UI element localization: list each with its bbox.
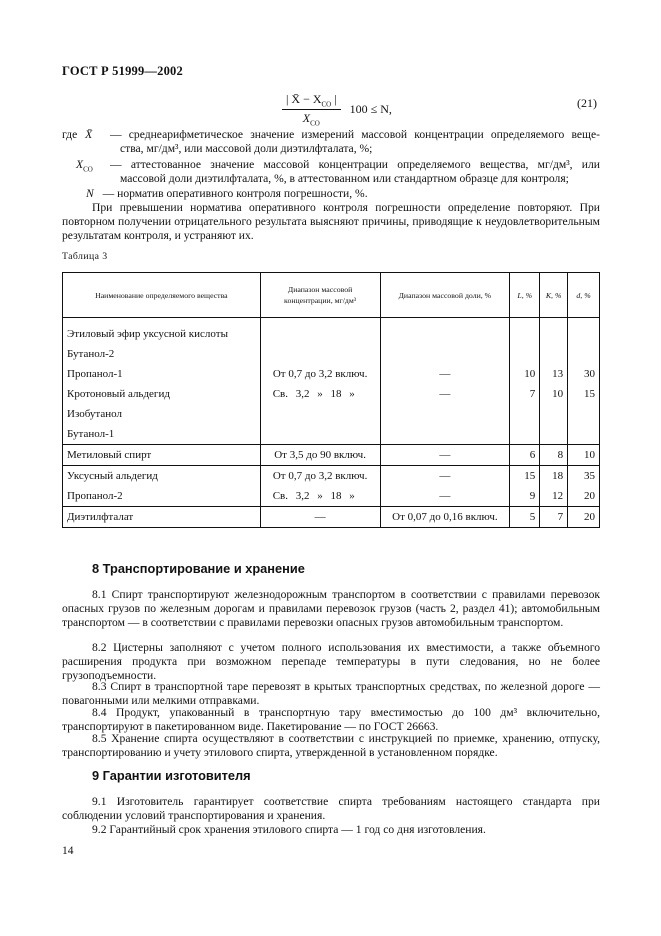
def-xbar-cont: ства, мг/дм³, или массовой доли диэтилфталата, %; [120,142,373,155]
document-header: ГОСТ Р 51999—2002 [62,64,183,78]
header-d: d, % [568,273,600,318]
table-row [63,466,600,487]
paragraph-control: При превышении норматива оперативного контроля погрешности определение повторяют. При повторном получении отрицательного результата выясняют причины, приводящие к неудовлетворительным результатам контроля, и устраняют их. [62,201,600,243]
substance-name: Кротоновый альдегид [63,384,261,404]
table-row [63,344,600,364]
value-K: 13 [540,364,568,384]
table-row [63,318,600,345]
def-n: — норматив оперативного контроля погрешности, %. [102,187,368,200]
substance-name: Бутанол-2 [63,344,261,364]
value-L: 15 [510,466,540,487]
paragraph-8-1: 8.1 Спирт транспортируют железнодорожным транспортом в соответствии с правилами перевозок опасных грузов по железным дорогам и правилами перевозок грузов (часть 2, раздел 41); автомобильным транспортом — в соответствии с правилами перевозки опасных грузов автомобильным транспортом. [62,588,600,630]
table-row [63,445,600,466]
value-d: 10 [568,445,600,466]
value-K: 12 [540,486,568,507]
substance-name: Изобутанол [63,404,261,424]
paragraph-9-1: 9.1 Изготовитель гарантирует соответствие спирта требованиям настоящего стандарта при соблюдении условий транспортирования и хранения. [62,795,600,823]
equation-number: (21) [577,96,597,110]
header-conc-range-1: Диапазон массовой [287,285,353,294]
formula-fraction [282,92,341,128]
table-row [63,424,600,445]
substance-name: Пропанол-2 [63,486,261,507]
header-frac-range: Диапазон массовой доли, % [380,273,510,318]
formula-numerator: | X̄ − X [286,92,322,106]
frac-range: — [380,466,510,487]
formula-rhs: 100 ≤ N, [349,101,392,116]
table-row [63,364,600,384]
conc-range: Св. 3,2 » 18 » [260,384,380,404]
substance-name: Метиловый спирт [63,445,261,466]
conc-range: — [260,507,380,528]
value-K: 8 [540,445,568,466]
table-row [63,384,600,404]
symbol-xco-sub: CO [83,165,93,174]
frac-range: — [380,364,510,384]
conc-range: От 3,5 до 90 включ. [260,445,380,466]
formula-numerator-end: | [331,92,337,106]
substance-name: Бутанол-1 [63,424,261,445]
symbol-n: N [86,187,94,200]
paragraph-8-4: 8.4 Продукт, упакованный в транспортную тару вместимостью до 100 дм³ включительно, транспортируют в пакетированном виде. Пакетирование — по ГОСТ 26663. [62,706,600,734]
def-xco-cont: массовой доли диэтилфталата, %, в аттестованном или стандартном образце для контроля; [120,172,569,185]
frac-range: — [380,445,510,466]
paragraph-9-2: 9.2 Гарантийный срок хранения этилового спирта — 1 год со дня изготовления. [92,823,486,836]
formula-denominator-sub: CO [310,119,320,128]
value-K: 7 [540,507,568,528]
value-d: 30 [568,364,600,384]
paragraph-8-5: 8.5 Хранение спирта осуществляют в соответствии с инструкцией по приемке, хранению, отпуску, транспортированию и учету этилового спирта, утвержденной в установленном порядке. [62,732,600,760]
definitions-block [62,128,600,201]
value-K: 10 [540,384,568,404]
header-conc-range-2: концентрации, мг/дм³ [284,296,357,305]
frac-range: — [380,384,510,404]
value-L: 5 [510,507,540,528]
table-row [63,507,600,528]
formula-21 [282,92,392,128]
table-row [63,404,600,424]
substance-name: Этиловый эфир уксусной кислоты [63,318,261,345]
conc-range: От 0,7 до 3,2 включ. [260,466,380,487]
paragraph-8-2: 8.2 Цистерны заполняют с учетом полного использования их вместимости, а также объемного расширения продукта при возможном перепаде температуры в пути следования, но не более грузоподъемности. [62,641,600,683]
table-3 [62,272,600,528]
conc-range: Св. 3,2 » 18 » [260,486,380,507]
frac-range: От 0,07 до 0,16 включ. [380,507,510,528]
header-conc-range [260,273,380,318]
header-substance: Наименование определяемого вещества [63,273,261,318]
table-row [63,486,600,507]
formula-numerator-sub: CO [321,100,332,109]
table-caption: Таблица 3 [62,251,108,262]
section-8-title: 8 Транспортирование и хранение [92,561,305,576]
conc-range: От 0,7 до 3,2 включ. [260,364,380,384]
symbol-xbar: X̄ [85,128,93,141]
page-number: 14 [62,845,74,857]
substance-name: Диэтилфталат [63,507,261,528]
frac-range: — [380,486,510,507]
value-d: 20 [568,507,600,528]
def-xco: — аттестованное значение массовой концентрации определяемого вещества, мг/дм³, или [110,158,600,171]
value-L: 7 [510,384,540,404]
formula-denominator: X [302,111,311,126]
value-L: 6 [510,445,540,466]
where-lead: где [62,128,78,141]
value-K: 18 [540,466,568,487]
substance-name: Пропанол-1 [63,364,261,384]
header-K: K, % [540,273,568,318]
value-d: 15 [568,384,600,404]
value-d: 35 [568,466,600,487]
symbol-xco: X [76,158,84,171]
value-L: 9 [510,486,540,507]
substance-name: Уксусный альдегид [63,466,261,487]
paragraph-8-3: 8.3 Спирт в транспортной таре перевозят в крытых транспортных средствах, по железной дороге — повагонными или мелкими отправками. [62,680,600,708]
def-xbar: — среднеарифметическое значение измерений массовой концентрации определяемого веще- [110,128,600,141]
value-d: 20 [568,486,600,507]
section-9-title: 9 Гарантии изготовителя [92,768,251,783]
header-L: L, % [510,273,540,318]
value-L: 10 [510,364,540,384]
